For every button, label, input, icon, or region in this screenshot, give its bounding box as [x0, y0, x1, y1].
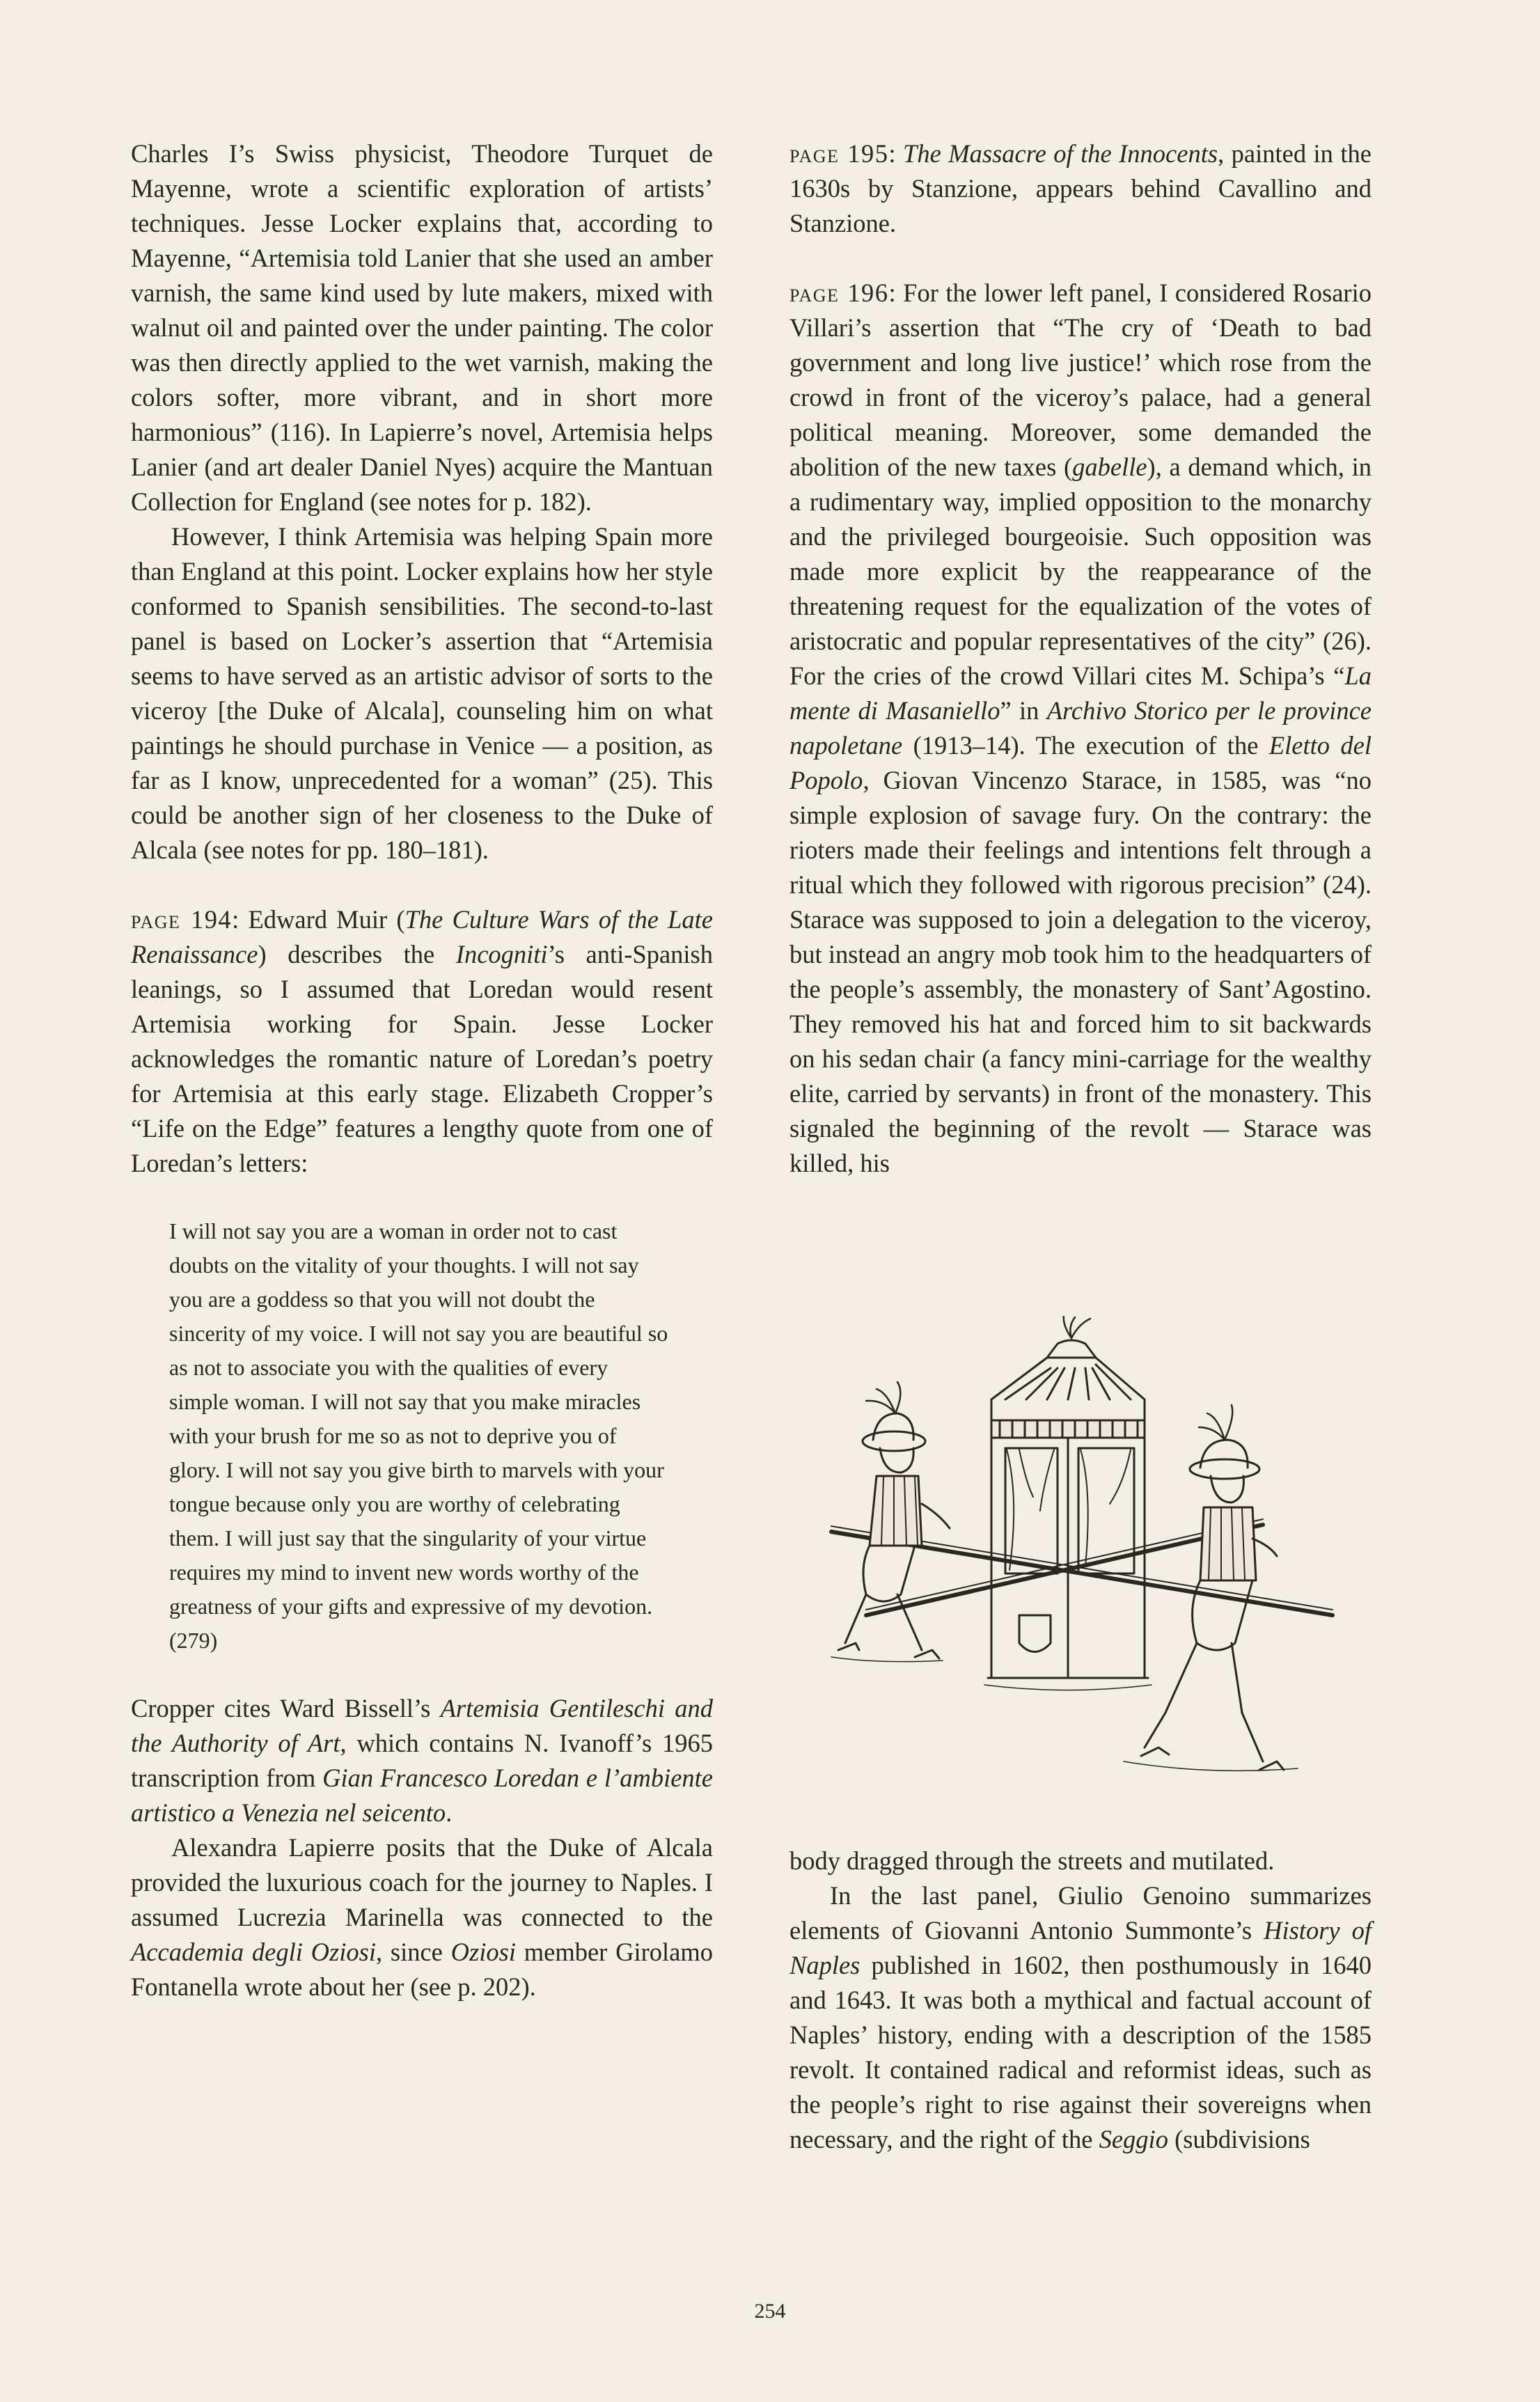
sedan-chair: [988, 1316, 1148, 1678]
paragraph-lapierre: Alexandra Lapierre posits that the Duke of Alcala provided the luxurious coach for the journey to Naples. I assumed Lucrezia Marinella was connected to the Accademia degli Oziosi, since Oziosi member Girolamo Fontanella wrote about her (see p. 202).: [131, 1833, 713, 2001]
right-column-continued: [789, 1844, 1372, 2157]
sedan-chair-illustration: [817, 1316, 1346, 1824]
paragraph-cropper: Cropper cites Ward Bissell’s Artemisia Gentileschi and the Authority of Art, which contains N. Ivanoff’s 1965 transcription from Gian Francesco Loredan e l’ambiente artistico a Venezia nel seicento.: [131, 1694, 713, 1827]
page-label: page 195: [789, 139, 889, 168]
page-label: page 194: [131, 905, 233, 934]
paragraph-genoino: In the last panel, Giulio Genoino summarizes elements of Giovanni Antonio Summonte’s History of Naples published in 1602, then posthumously in 1640 and 1643. It was both a mythical and factual account of Naples’ history, ending with a description of the 1585 revolt. It contained radical and reformist ideas, such as the people’s right to rise against their sovereigns when necessary, and the right of the Seggio (subdivisions: [789, 1881, 1372, 2153]
paragraph-page-195: page 195: The Massacre of the Innocents, painted in the 1630s by Stanzione, appears behind Cavallino and Stanzione.: [789, 139, 1372, 237]
paragraph-page-196: page 196: For the lower left panel, I considered Rosario Villari’s assertion that “The cry of ‘Death to bad government and long live justice!’ which rose from the crowd in front of the viceroy’s palace, had a general political meaning. Moreover, some demanded the abolition of the new taxes (gabelle), a demand which, in a rudimentary way, implied opposition to the monarchy and the privileged bourgeoisie. Such opposition was made more explicit by the reappearance of the threatening request for the equalization of the votes of aristocratic and popular representatives of the city” (26). For the cries of the crowd Villari cites M. Schipa’s “La mente di Masaniello” in Archivo Storico per le province napoletane (1913–14). The execution of the Eletto del Popolo, Giovan Vincenzo Starace, in 1585, was “no simple explosion of savage fury. On the contrary: the rioters made their feelings and intentions felt through a ritual which they followed with rigorous precision” (24). Starace was supposed to join a delegation to the viceroy, but instead an angry mob took him to the headquarters of the people’s assembly, the monastery of Sant’Agostino. They removed his hat and forced him to sit backwards on his sedan chair (a fancy mini-carriage for the wealthy elite, carried by servants) in front of the monastery. This signaled the beginning of the revolt — Starace was killed, his: [789, 278, 1372, 1177]
paragraph-page-194: page 194: Edward Muir (The Culture Wars of the Late Renaissance) describes the Incogniti’s anti-Spanish leanings, so I assumed that Loredan would resent Artemisia working for Spain. Jesse Locker acknowledges the romantic nature of Loredan’s poetry for Artemisia at this early stage. Elizabeth Cropper’s “Life on the Edge” features a lengthy quote from one of Loredan’s letters:: [131, 905, 713, 1177]
left-carrier: [838, 1382, 950, 1658]
paragraph-spain: However, I think Artemisia was helping Spain more than England at this point. Locker explains how her style conformed to Spanish sensibilities. The second-to-last panel is based on Locker’s assertion that “Artemisia seems to have served as an artistic advisor of sorts to the viceroy [the Duke of Alcala], counseling him on what paintings he should purchase in Venice — a position, as far as I know, unprecedented for a woman” (25). This could be another sign of her closeness to the Duke of Alcala (see notes for pp. 180–181).: [131, 522, 713, 864]
page-number: 254: [754, 2300, 786, 2323]
left-column: [131, 136, 713, 2004]
page-label: page 196: [789, 278, 889, 307]
paragraph-starace-end: body dragged through the streets and mutilated.: [789, 1846, 1275, 1875]
paragraph-mayenne: Charles I’s Swiss physicist, Theodore Turquet de Mayenne, wrote a scientific exploration of artists’ techniques. Jesse Locker explains that, according to Mayenne, “Artemisia told Lanier that she used an amber varnish, the same kind used by lute makers, mixed with walnut oil and painted over the under painting. The color was then directly applied to the wet varnish, making the colors softer, more vibrant, and in short more harmonious” (116). In Lapierre’s novel, Artemisia helps Lanier (and art dealer Daniel Nyes) acquire the Mantuan Collection for England (see notes for p. 182).: [131, 139, 713, 516]
block-quote: I will not say you are a woman in order not to cast doubts on the vitality of your thoughts. I will not say you are a goddess so that you will not doubt the sincerity of my voice. I will not say you are beautiful so as not to associate you with the qualities of every simple woman. I will not say that you make miracles with your brush for me so as not to deprive you of glory. I will not say you give birth to marvels with your tongue because only you are worthy of celebrating them. I will just say that the singularity of your virtue requires my mind to invent new words worthy of the greatness of your gifts and expressive of my devotion. (279): [169, 1218, 668, 1653]
ground-shadow: [831, 1657, 1298, 1771]
right-column: [789, 136, 1372, 1181]
